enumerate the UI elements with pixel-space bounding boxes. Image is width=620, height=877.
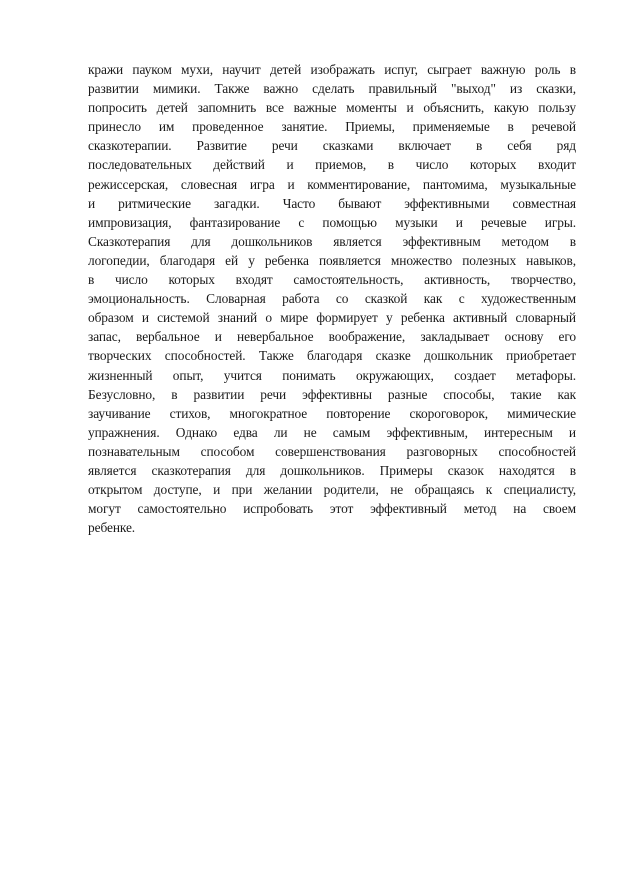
body-paragraph <box>88 60 576 537</box>
text-line: познавательным способом совершенствования разговорных способностей <box>88 443 576 459</box>
text-line: попросить детей запомнить все важные моменты и объяснить, какую пользу <box>88 100 576 116</box>
text-line: Безусловно, в развитии речи эффективны разные способы, такие как <box>88 386 576 402</box>
text-line: последовательных действий и приемов, в число которых входит <box>88 157 576 173</box>
text-line: импровизация, фантазирование с помощью музыки и речевые игры. <box>88 214 576 230</box>
text-line: образом и системой знаний о мире формирует у ребенка активный словарный <box>88 310 576 326</box>
text-line: открытом доступе, и при желании родители, не обращаясь к специалисту, <box>88 482 576 498</box>
text-line: развитии мимики. Также важно сделать правильный "выход" из сказки, <box>88 81 576 97</box>
text-line: принесло им проведенное занятие. Приемы, применяемые в речевой <box>88 119 576 135</box>
text-line: жизненный опыт, учится понимать окружающих, создает метафоры. <box>88 367 576 383</box>
text-line: заучивание стихов, многократное повторение скороговорок, мимические <box>88 405 576 421</box>
text-line: творческих способностей. Также благодаря сказке дошкольник приобретает <box>88 348 576 364</box>
text-line: и ритмические загадки. Часто бывают эффективными совместная <box>88 195 576 211</box>
text-line: кражи пауком мухи, научит детей изображать испуг, сыграет важную роль в <box>88 62 576 77</box>
text-line: в число которых входят самостоятельность, активность, творчество, <box>88 272 576 288</box>
text-line: запас, вербальное и невербальное воображение, закладывает основу его <box>88 329 576 345</box>
text-line: упражнения. Однако едва ли не самым эффективным, интересным и <box>88 424 576 440</box>
text-line: режиссерская, словесная игра и комментирование, пантомима, музыкальные <box>88 176 576 192</box>
text-line: могут самостоятельно испробовать этот эффективный метод на своем <box>88 501 576 517</box>
text-line: Сказкотерапия для дошкольников является эффективным методом в <box>88 233 576 249</box>
text-line: ребенке. <box>88 520 136 536</box>
text-line: логопедии, благодаря ей у ребенка появляется множество полезных навыков, <box>88 252 576 268</box>
text-line: эмоциональность. Словарная работа со сказкой как с художественным <box>88 291 576 307</box>
text-line: является сказкотерапия для дошкольников. Примеры сказок находятся в <box>88 462 576 478</box>
text-line: сказкотерапии. Развитие речи сказками включает в себя ряд <box>88 138 576 154</box>
